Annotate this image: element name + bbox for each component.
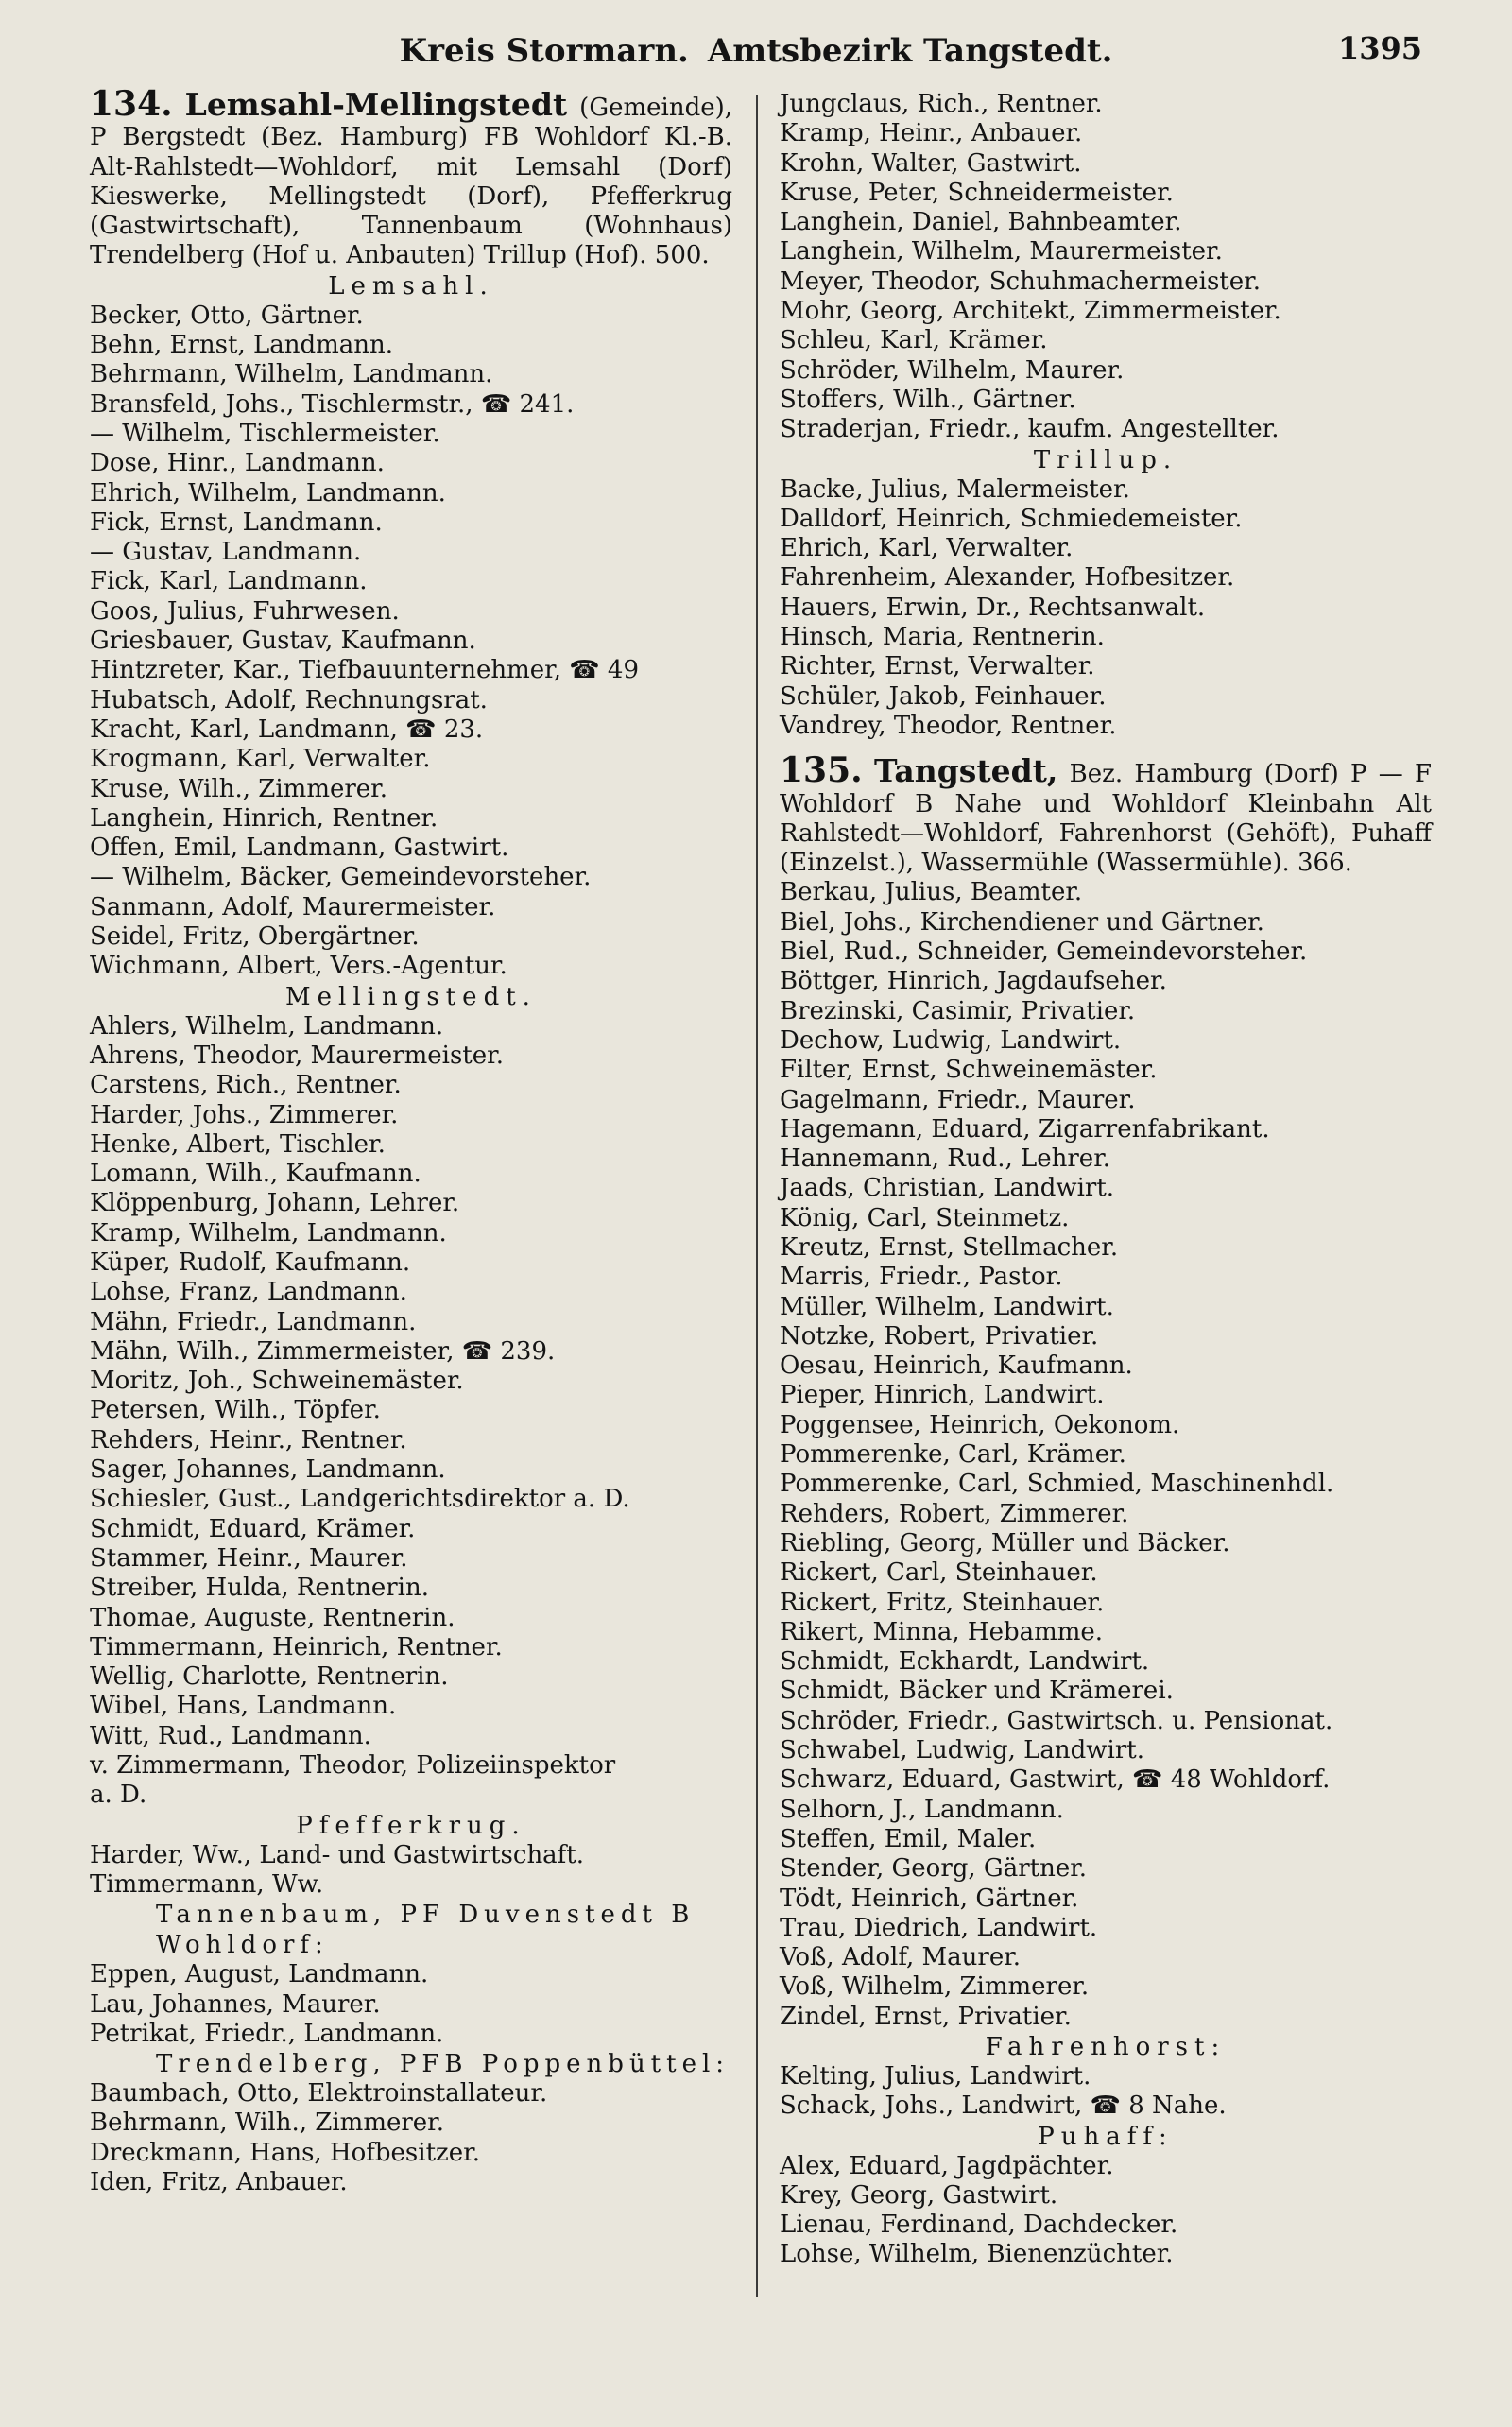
directory-entry: Dalldorf, Heinrich, Schmiedemeister.: [780, 504, 1243, 533]
entry-place: Tangstedt,: [873, 752, 1058, 790]
directory-entry: Brezinski, Casimir, Privatier.: [780, 996, 1136, 1025]
directory-entry: Rikert, Minna, Hebamme.: [780, 1617, 1104, 1646]
directory-entry: Biel, Johs., Kirchendiener und Gärtner.: [780, 907, 1264, 937]
directory-entry: Hintzreter, Kar., Tiefbauunternehmer, ☎ 49: [90, 656, 639, 685]
directory-entry: Pommerenke, Carl, Krämer.: [780, 1440, 1126, 1470]
directory-entry: Timmermann, Heinrich, Rentner.: [90, 1632, 503, 1661]
list-mellingstedt: [90, 1012, 732, 1811]
header-office: Amtsbezirk Tangstedt.: [707, 32, 1113, 70]
directory-entry: Rehders, Robert, Zimmerer.: [780, 1499, 1129, 1528]
directory-entry: Ahlers, Wilhelm, Landmann.: [90, 1011, 444, 1041]
directory-entry: Kramp, Wilhelm, Landmann.: [90, 1218, 447, 1248]
directory-entry: Hubatsch, Adolf, Rechnungsrat.: [90, 685, 488, 714]
directory-entry: Pommerenke, Carl, Schmied, Maschinenhdl.: [780, 1470, 1334, 1499]
directory-entry: Schwabel, Ludwig, Landwirt.: [780, 1736, 1145, 1765]
directory-entry: Backe, Julius, Malermeister.: [780, 474, 1130, 504]
directory-entry: Schröder, Wilhelm, Maurer.: [780, 355, 1125, 385]
directory-entry: Seidel, Fritz, Obergärtner.: [90, 922, 420, 952]
locality-heading: Tannenbaum, PF Duvenstedt B Wohldorf:: [156, 1901, 696, 1960]
directory-entry: Behn, Ernst, Landmann.: [90, 331, 394, 360]
locality-heading: Fahrenhorst:: [985, 2033, 1227, 2061]
list-continued: [780, 90, 1432, 445]
directory-entry: Fick, Karl, Landmann.: [90, 567, 368, 596]
directory-entry: Krohn, Walter, Gastwirt.: [780, 148, 1082, 178]
directory-entry: Biel, Rud., Schneider, Gemeindevorsteher.: [780, 938, 1308, 967]
list-trillup: [780, 475, 1432, 742]
directory-entry: Steffen, Emil, Maler.: [780, 1824, 1037, 1853]
directory-entry: Eppen, August, Landmann.: [90, 1960, 429, 1989]
directory-entry: Gagelmann, Friedr., Maurer.: [780, 1085, 1136, 1114]
directory-entry: Iden, Fritz, Anbauer.: [90, 2168, 348, 2196]
directory-entry: Stender, Georg, Gärtner.: [780, 1854, 1088, 1884]
directory-entry: Langhein, Daniel, Bahnbeamter.: [780, 208, 1182, 237]
directory-entry: — Wilhelm, Bäcker, Gemeindevorsteher.: [90, 863, 592, 892]
directory-entry: Hauers, Erwin, Dr., Rechtsanwalt.: [780, 593, 1206, 622]
directory-entry: Hagemann, Eduard, Zigarrenfabrikant.: [780, 1114, 1270, 1144]
directory-entry: Zindel, Ernst, Privatier.: [780, 2002, 1072, 2031]
directory-entry: Alex, Eduard, Jagdpächter.: [780, 2151, 1114, 2180]
directory-entry: Schack, Johs., Landwirt, ☎ 8 Nahe.: [780, 2091, 1227, 2121]
directory-entry: Dechow, Ludwig, Landwirt.: [780, 1025, 1122, 1055]
directory-entry: Voß, Wilhelm, Zimmerer.: [780, 1972, 1090, 2002]
directory-entry: Carstens, Rich., Rentner.: [90, 1071, 402, 1100]
directory-entry: Ehrich, Wilhelm, Landmann.: [90, 478, 446, 508]
directory-entry: Rickert, Carl, Steinhauer.: [780, 1558, 1098, 1588]
locality-heading: Lemsahl.: [328, 271, 494, 301]
directory-entry: Lohse, Wilhelm, Bienenzüchter.: [780, 2240, 1174, 2269]
list-lemsahl: [90, 301, 732, 982]
directory-entry: Richter, Ernst, Verwalter.: [780, 652, 1095, 681]
directory-entry: Stammer, Heinr., Maurer.: [90, 1543, 408, 1573]
directory-entry: Meyer, Theodor, Schuhmachermeister.: [780, 267, 1261, 296]
directory-entry: Stoffers, Wilh., Gärtner.: [780, 385, 1076, 414]
column-divider: [756, 95, 758, 2297]
directory-entry: Straderjan, Friedr., kaufm. Angestellter.: [780, 415, 1280, 444]
list-tangstedt: [780, 878, 1432, 2032]
directory-entry: Küper, Rudolf, Kaufmann.: [90, 1248, 411, 1277]
directory-entry: Klöppenburg, Johann, Lehrer.: [90, 1189, 460, 1218]
directory-entry: Notzke, Robert, Privatier.: [780, 1321, 1099, 1351]
directory-entry: Hannemann, Rud., Lehrer.: [780, 1145, 1111, 1174]
directory-entry: Becker, Otto, Gärtner.: [90, 301, 364, 330]
directory-entry: Lomann, Wilh., Kaufmann.: [90, 1160, 421, 1189]
directory-entry: Böttger, Hinrich, Jagdaufseher.: [780, 967, 1167, 996]
left-column: [90, 84, 733, 2197]
entry-135-intro: [780, 750, 1433, 878]
directory-entry: Schmidt, Eckhardt, Landwirt.: [780, 1647, 1150, 1677]
entry-134-intro: [90, 84, 733, 271]
list-tannenbaum: [90, 1960, 732, 2049]
directory-entry: Schröder, Friedr., Gastwirtsch. u. Pensionat.: [780, 1706, 1333, 1735]
directory-entry: Witt, Rud., Landmann.: [90, 1721, 371, 1750]
directory-entry: Behrmann, Wilh., Zimmerer.: [90, 2109, 445, 2138]
page-number: 1395: [1337, 30, 1422, 66]
directory-entry: Wibel, Hans, Landmann.: [90, 1692, 397, 1721]
entry-number: 135.: [780, 750, 863, 791]
directory-entry: Lienau, Ferdinand, Dachdecker.: [780, 2211, 1178, 2240]
directory-entry: Müller, Wilhelm, Landwirt.: [780, 1292, 1114, 1321]
directory-entry: Baumbach, Otto, Elektroinstallateur.: [90, 2079, 548, 2109]
directory-entry: Langhein, Hinrich, Rentner.: [90, 803, 438, 833]
locality-heading: Mellingstedt.: [285, 982, 537, 1011]
directory-entry: Ehrich, Karl, Verwalter.: [780, 534, 1074, 563]
directory-entry: Lau, Johannes, Maurer.: [90, 1989, 381, 2019]
directory-entry: Voß, Adolf, Maurer.: [780, 1943, 1022, 1972]
directory-entry: Behrmann, Wilhelm, Landmann.: [90, 360, 493, 389]
directory-entry: Schmidt, Bäcker und Krämerei.: [780, 1677, 1174, 1706]
directory-entry: Schmidt, Eduard, Krämer.: [90, 1514, 416, 1543]
directory-entry: Oesau, Heinrich, Kaufmann.: [780, 1351, 1133, 1381]
directory-entry: Bransfeld, Johs., Tischlermstr., ☎ 241.: [90, 389, 575, 419]
directory-entry: Kramp, Heinr., Anbauer.: [780, 119, 1083, 148]
directory-entry: Harder, Ww., Land- und Gastwirtschaft.: [90, 1840, 585, 1869]
entry-number: 134.: [90, 84, 173, 124]
directory-entry: Selhorn, J., Landmann.: [780, 1795, 1064, 1824]
list-puhaff: [780, 2152, 1432, 2270]
page-header: [85, 26, 1427, 76]
directory-entry: v. Zimmermann, Theodor, Polizeiinspektor: [90, 1751, 616, 1781]
directory-entry: Griesbauer, Gustav, Kaufmann.: [90, 627, 476, 656]
right-column: [780, 90, 1432, 2270]
directory-entry: Fahrenheim, Alexander, Hofbesitzer.: [780, 563, 1235, 593]
directory-entry: Wellig, Charlotte, Rentnerin.: [90, 1662, 449, 1692]
directory-entry: Dreckmann, Hans, Hofbesitzer.: [90, 2138, 480, 2167]
directory-entry: Kelting, Julius, Landwirt.: [780, 2062, 1091, 2091]
directory-entry: Filter, Ernst, Schweinemäster.: [780, 1056, 1158, 1085]
directory-entry: Offen, Emil, Landmann, Gastwirt.: [90, 834, 509, 863]
directory-entry: Goos, Julius, Fuhrwesen.: [90, 596, 400, 626]
locality-heading: Trillup.: [1033, 445, 1178, 474]
directory-entry: Mohr, Georg, Architekt, Zimmermeister.: [780, 297, 1281, 326]
directory-entry: Fick, Ernst, Landmann.: [90, 508, 383, 537]
directory-entry: Langhein, Wilhelm, Maurermeister.: [780, 237, 1223, 267]
directory-entry: Sager, Johannes, Landmann.: [90, 1455, 446, 1485]
directory-entry: König, Carl, Steinmetz.: [780, 1203, 1070, 1232]
directory-entry: Henke, Albert, Tischler.: [90, 1129, 386, 1159]
locality-heading: Trendelberg, PFB Poppenbüttel:: [156, 2050, 730, 2079]
directory-entry: Streiber, Hulda, Rentnerin.: [90, 1574, 429, 1603]
directory-entry: — Gustav, Landmann.: [90, 538, 362, 567]
directory-entry: Tödt, Heinrich, Gärtner.: [780, 1884, 1079, 1913]
directory-entry: Vandrey, Theodor, Rentner.: [780, 711, 1117, 740]
directory-entry: a. D.: [90, 1781, 147, 1810]
directory-entry: Mähn, Wilh., Zimmermeister, ☎ 239.: [90, 1336, 556, 1366]
directory-entry: Marris, Friedr., Pastor.: [780, 1263, 1063, 1292]
entry-text: (Gemeinde), P Bergstedt (Bez. Hamburg) FB Wohldorf Kl.-B. Alt-Rahlstedt—Wohldorf, mit Lemsahl (Dorf) Kieswerke, Mellingstedt (Dorf), Pfefferkrug (Gastwirtschaft), Tannenbaum (Wohnhaus) Trendelberg (Hof u. Anbauten) Trillup (Hof). 500.: [90, 94, 733, 270]
directory-entry: Timmermann, Ww.: [90, 1869, 324, 1899]
header-district: Kreis Stormarn.: [399, 32, 689, 70]
directory-entry: Berkau, Julius, Beamter.: [780, 878, 1083, 907]
directory-entry: Petersen, Wilh., Töpfer.: [90, 1396, 381, 1425]
directory-entry: Kracht, Karl, Landmann, ☎ 23.: [90, 714, 484, 744]
directory-entry: Rehders, Heinr., Rentner.: [90, 1425, 407, 1454]
locality-heading: Puhaff:: [1038, 2122, 1174, 2151]
directory-entry: Schüler, Jakob, Feinhauer.: [780, 681, 1107, 711]
directory-entry: Jungclaus, Rich., Rentner.: [780, 90, 1103, 118]
directory-entry: Ahrens, Theodor, Maurermeister.: [90, 1041, 504, 1070]
directory-entry: Hinsch, Maria, Rentnerin.: [780, 623, 1105, 652]
directory-entry: Harder, Johs., Zimmerer.: [90, 1100, 399, 1129]
directory-entry: Kruse, Wilh., Zimmerer.: [90, 774, 388, 803]
directory-entry: Mähn, Friedr., Landmann.: [90, 1307, 417, 1336]
directory-entry: Schleu, Karl, Krämer.: [780, 326, 1048, 355]
directory-entry: Jaads, Christian, Landwirt.: [780, 1174, 1115, 1203]
directory-entry: — Wilhelm, Tischlermeister.: [90, 419, 440, 448]
directory-entry: Lohse, Franz, Landmann.: [90, 1278, 407, 1307]
locality-heading: Pfefferkrug.: [296, 1811, 526, 1840]
directory-entry: Moritz, Joh., Schweinemäster.: [90, 1367, 464, 1396]
directory-entry: Kruse, Peter, Schneidermeister.: [780, 178, 1174, 207]
entry-place: Lemsahl-Mellingstedt: [184, 86, 568, 123]
list-pfefferkrug: [90, 1841, 732, 1901]
directory-entry: Riebling, Georg, Müller und Bäcker.: [780, 1528, 1230, 1558]
directory-entry: Krogmann, Karl, Verwalter.: [90, 745, 431, 774]
list-trendelberg: [90, 2079, 732, 2197]
directory-entry: Pieper, Hinrich, Landwirt.: [780, 1381, 1105, 1410]
directory-entry: Rickert, Fritz, Steinhauer.: [780, 1588, 1105, 1617]
directory-entry: Kreutz, Ernst, Stellmacher.: [780, 1232, 1119, 1262]
entry-text: Bez. Hamburg (Dorf) P — F Wohldorf B Nahe und Wohldorf Kleinbahn Alt Rahlstedt—Wohldorf, Fahrenhorst (Gehöft), Puhaff (Einzelst.), Wassermühle (Wassermühle). 366.: [780, 760, 1433, 878]
directory-entry: Krey, Georg, Gastwirt.: [780, 2180, 1058, 2210]
directory-entry: Trau, Diedrich, Landwirt.: [780, 1913, 1098, 1942]
list-fahrenhorst: [780, 2062, 1432, 2122]
directory-entry: Dose, Hinr., Landmann.: [90, 449, 385, 478]
directory-entry: Petrikat, Friedr., Landmann.: [90, 2019, 444, 2048]
directory-entry: Schiesler, Gust., Landgerichtsdirektor a. D.: [90, 1485, 630, 1514]
directory-entry: Sanmann, Adolf, Maurermeister.: [90, 892, 496, 921]
directory-entry: Poggensee, Heinrich, Oekonom.: [780, 1410, 1180, 1439]
directory-entry: Thomae, Auguste, Rentnerin.: [90, 1603, 455, 1632]
directory-entry: Schwarz, Eduard, Gastwirt, ☎ 48 Wohldorf.: [780, 1765, 1331, 1795]
directory-entry: Wichmann, Albert, Vers.-Agentur.: [90, 952, 507, 981]
